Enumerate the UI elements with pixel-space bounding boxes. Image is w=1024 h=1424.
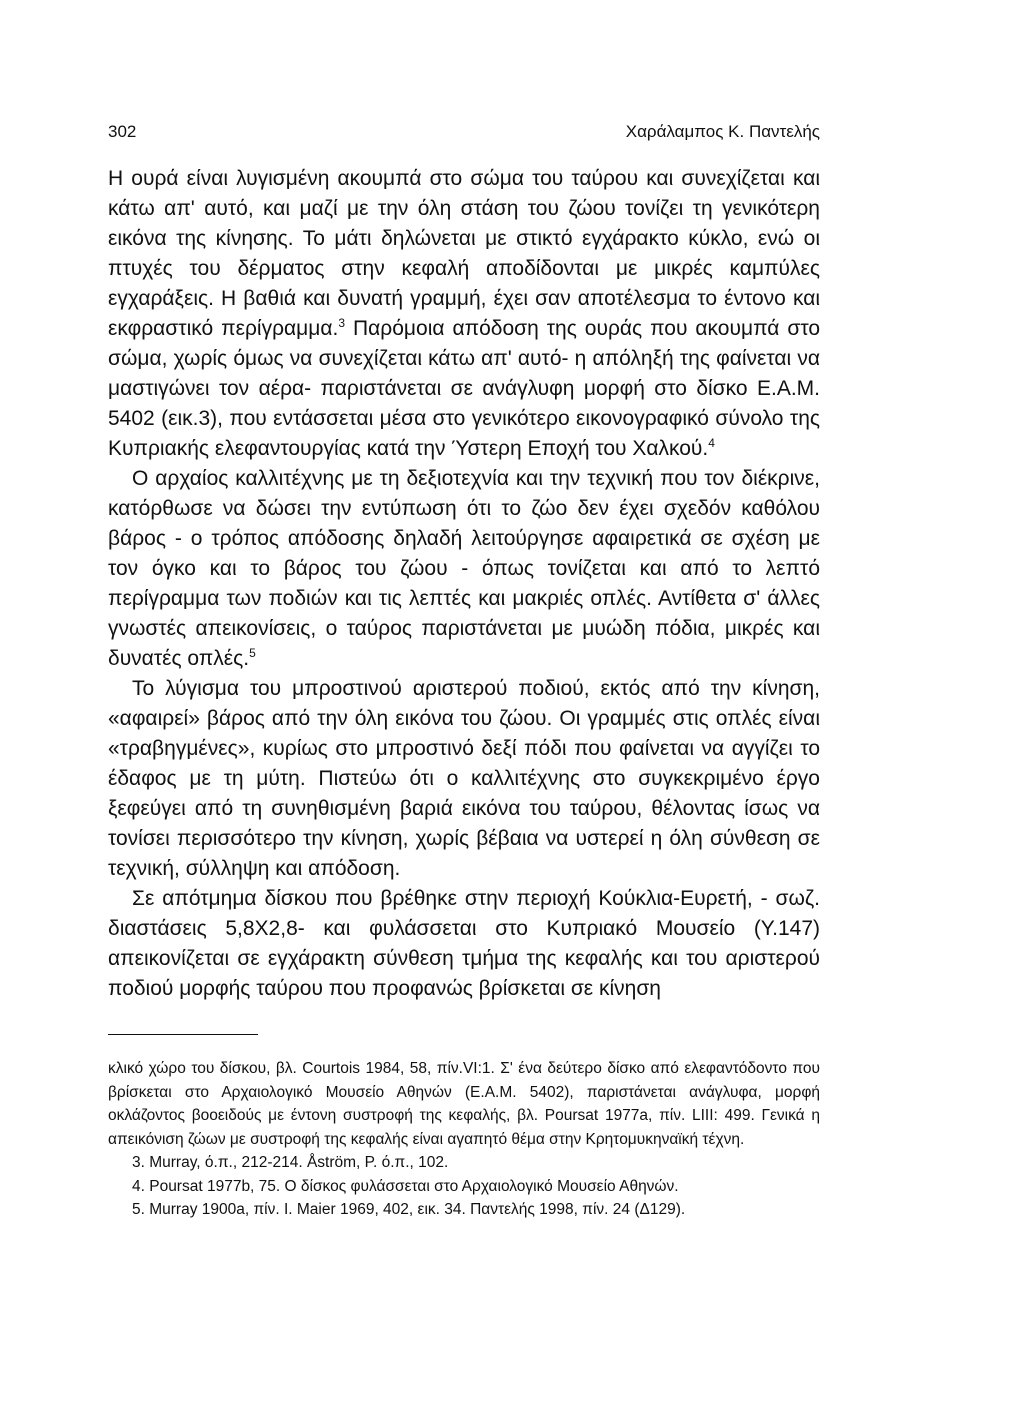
body-text <box>108 164 820 1004</box>
footnote-ref-5[interactable]: 5 <box>249 646 256 660</box>
page-number: 302 <box>108 122 137 141</box>
footnotes <box>108 1057 820 1222</box>
footnote-5: 5. Murray 1900a, πίν. I. Maier 1969, 402, εικ. 34. Παντελής 1998, πίν. 24 (Δ129). <box>132 1201 686 1218</box>
paragraph-1 <box>108 164 820 464</box>
footnote-3: 3. Murray, ό.π., 212-214. Åström, Ρ. ό.π., 102. <box>132 1154 449 1171</box>
paragraph-3 <box>108 674 820 884</box>
paragraph-2-text: Ο αρχαίος καλλιτέχνης με τη δεξιοτεχνία και την τεχνική που τον διέκρινε, κατόρθωσε να δώσει την εντύπωση ότι το ζώο δεν έχει σχεδόν καθόλου βάρος - ο τρόπος απόδοσης δηλαδή λειτούργησε αφαιρετικά σε σχέση με τον όγκο και το βάρος του ζώου - όπως τονίζεται και από το λεπτό περίγραμμα των ποδιών και τις λεπτές και μακριές οπλές. Αντίθετα σ' άλλες γνωστές απεικονίσεις, ο ταύρος παριστάνεται με μυώδη πόδια, μικρές και δυνατές οπλές. <box>108 467 820 670</box>
running-title: Χαράλαμπος Κ. Παντελής <box>625 122 820 141</box>
footnote-4: 4. Poursat 1977b, 75. Ο δίσκος φυλάσσεται στο Αρχαιολογικό Μουσείο Αθηνών. <box>132 1177 679 1195</box>
paragraph-1-text-b: Παρόμοια απόδοση της ουράς που ακουμπά στο σώμα, χωρίς όμως να συνεχίζεται κάτω απ' αυτό- η απόληξή της φαίνεται να μαστιγώνει τον αέρα- παριστάνεται σε ανάγλυφη μορφή στο δίσκο Ε.Α.Μ. 5402 (εικ.3), που εντάσσεται μέσα στο γενικότερο εικονογραφικό σύνολο της Κυπριακής ελεφαντουργίας κατά την Ύστερη Εποχή του Χαλκού. <box>108 317 820 460</box>
paragraph-1-text-a: Η ουρά είναι λυγισμένη ακουμπά στο σώμα του ταύρου και συνεχίζεται και κάτω απ' αυτό, και μαζί με την όλη στάση του ζώου τονίζει τη γενικότερη εικόνα της κίνησης. Το μάτι δηλώνεται με στικτό εγχάρακτο κύκλο, ενώ οι πτυχές του δέρματος στην κεφαλή αποδίδονται με μικρές καμπύλες εγχαράξεις. Η βαθιά και δυνατή γραμμή, έχει σαν αποτέλεσμα το έντονο και εκφραστικό περίγραμμα. <box>108 167 820 340</box>
page <box>108 122 820 1222</box>
paragraph-3-text: Το λύγισμα του μπροστινού αριστερού ποδιού, εκτός από την κίνηση, «αφαιρεί» βάρος από την όλη εικόνα του ζώου. Οι γραμμές στις οπλές είναι «τραβηγμένες», κυρίως στο μπροστινό δεξί πόδι που φαίνεται να αγγίζει το έδαφος με τη μύτη. Πιστεύω ότι ο καλλιτέχνης στο συγκεκριμένο έργο ξεφεύγει από τη συνηθισμένη βαριά εικόνα του ταύρου, θέλοντας ίσως να τονίσει περισσότερο την κίνηση, χωρίς βέβαια να υστερεί η όλη σύνθεση σε τεχνική, σύλληψη και απόδοση. <box>108 677 820 880</box>
footnote-ref-4[interactable]: 4 <box>708 436 715 450</box>
paragraph-4 <box>108 884 820 1004</box>
running-head <box>108 122 820 142</box>
footnote-continuation: κλικό χώρο του δίσκου, βλ. Courtois 1984, 58, πίν.VI:1. Σ' ένα δεύτερο δίσκο από ελεφαντόδοντο που βρίσκεται στο Αρχαιολογικό Μουσείο Αθηνών (Ε.Α.Μ. 5402), παριστάνεται ανάγλυφα, μορφή οκλάζοντος βοοειδούς με έντονη συστροφή της κεφαλής, βλ. Poursat 1977a, πίν. LIII: 499. Γενικά η απεικόνιση ζώων με συστροφή της κεφαλής είναι αγαπητό θέμα στην Κρητομυκηναϊκή τέχνη. <box>108 1060 820 1148</box>
paragraph-2 <box>108 464 820 674</box>
footnote-ref-3[interactable]: 3 <box>338 316 346 330</box>
footnote-divider <box>108 1034 258 1035</box>
paragraph-4-text: Σε απότμημα δίσκου που βρέθηκε στην περιοχή Κούκλια-Ευρετή, - σωζ. διαστάσεις 5,8Χ2,8- και φυλάσσεται στο Κυπριακό Μουσείο (Υ.147) απεικονίζεται σε εγχάρακτη σύνθεση τμήμα της κεφαλής και του αριστερού ποδιού μορφής ταύρου που προφανώς βρίσκεται σε κίνηση <box>108 887 820 1000</box>
